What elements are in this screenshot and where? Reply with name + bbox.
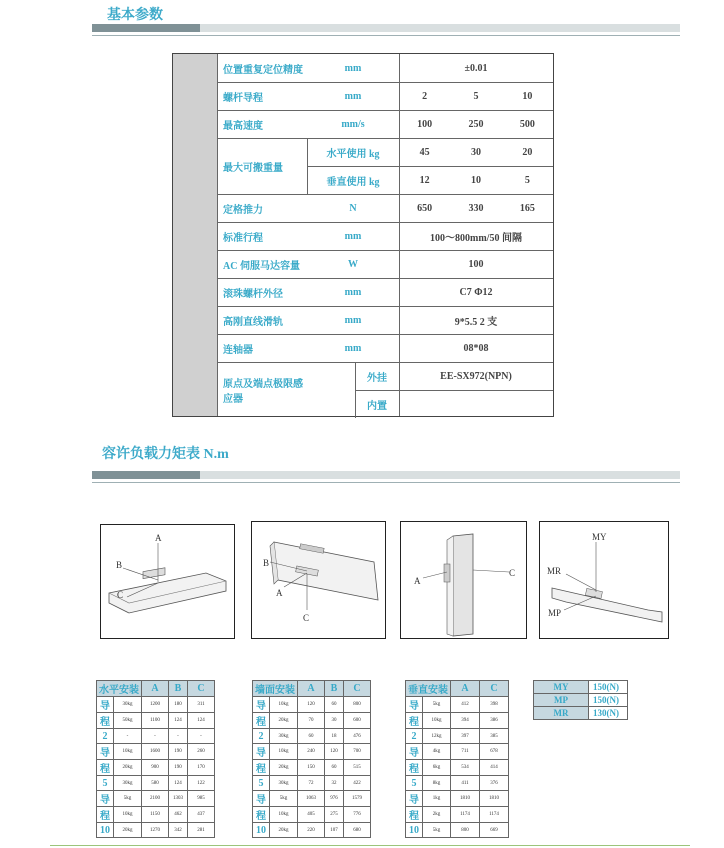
spec-sub-label: 外挂	[367, 372, 387, 384]
load-cell: 10kg	[423, 713, 451, 729]
spec-label: 螺杆导程	[223, 92, 263, 104]
value-cell: 124	[169, 713, 188, 729]
diagram1-label-b: B	[116, 560, 123, 570]
value-cell: 70	[298, 713, 325, 729]
spec-value: 100	[468, 258, 484, 270]
moment-row	[534, 694, 628, 707]
value-cell: 678	[480, 744, 509, 760]
spec-table	[172, 53, 554, 417]
lead-label: 导	[97, 791, 114, 807]
spec-label: AC 伺服马达容量	[223, 260, 300, 272]
diagram1-label-a: A	[155, 533, 162, 543]
load-cell: 10kg	[270, 807, 298, 823]
lead-label: 程	[97, 807, 114, 823]
load-cell: 20kg	[114, 760, 142, 776]
value-cell: 376	[480, 776, 509, 791]
table-wall	[252, 680, 371, 838]
spec-value: 20	[522, 146, 533, 158]
value-cell: 397	[451, 729, 480, 744]
load-cell: 10kg	[270, 697, 298, 713]
value-cell: 515	[344, 760, 371, 776]
value-cell: 385	[480, 729, 509, 744]
value-cell: 170	[188, 760, 215, 776]
lead-label: 导	[253, 744, 270, 760]
value-cell: 2100	[142, 791, 169, 807]
load-cell: -	[114, 729, 142, 744]
value-cell: 394	[451, 713, 480, 729]
diagram3-label-c: C	[509, 568, 516, 578]
moment-key: MR	[534, 707, 589, 720]
spec-unit: W	[348, 258, 358, 270]
diagram-moment-axes	[539, 521, 669, 639]
table-row	[253, 697, 371, 713]
value-cell: 1810	[480, 791, 509, 807]
lead-label: 程	[97, 760, 114, 776]
table-title: 水平安装	[97, 681, 142, 697]
lead-label: 2	[253, 729, 270, 744]
spec-unit: mm	[344, 90, 362, 102]
value-cell: 60	[325, 760, 344, 776]
diagram2-label-c: C	[303, 613, 310, 623]
table-moments	[533, 680, 628, 720]
table-row	[253, 791, 371, 807]
load-cell: 10kg	[114, 744, 142, 760]
moment-row	[534, 681, 628, 694]
spec-label: 定格推力	[223, 204, 263, 216]
value-cell: 60	[298, 729, 325, 744]
title-rule-light	[200, 24, 680, 32]
table-row	[406, 807, 509, 823]
value-cell: -	[188, 729, 215, 744]
load-cell: 5kg	[423, 823, 451, 838]
load-cell: 5kg	[114, 791, 142, 807]
lead-label: 程	[97, 713, 114, 729]
spec-value: 650	[417, 202, 433, 214]
table-row	[406, 729, 509, 744]
value-cell: 1270	[142, 823, 169, 838]
column-header: B	[169, 681, 188, 697]
spec-unit: mm	[344, 286, 362, 298]
value-cell: 700	[344, 744, 371, 760]
lead-label: 导	[253, 697, 270, 713]
load-cell: 20kg	[270, 823, 298, 838]
value-cell: 476	[344, 729, 371, 744]
spec-value: 45	[419, 146, 430, 158]
spec-value: 500	[519, 118, 535, 130]
diagram3-label-a: A	[414, 576, 421, 586]
table-row	[406, 713, 509, 729]
lead-label: 5	[253, 776, 270, 791]
table-title: 墙面安装	[253, 681, 298, 697]
value-cell: 311	[188, 697, 215, 713]
table-row	[406, 791, 509, 807]
spec-unit: N	[349, 202, 357, 214]
value-cell: 281	[188, 823, 215, 838]
table-row	[253, 776, 371, 791]
spec-value: 100	[417, 118, 433, 130]
column-header: A	[142, 681, 169, 697]
title-rule-line-2	[92, 482, 680, 483]
lead-label: 导	[253, 791, 270, 807]
spec-label: 连轴器	[223, 344, 253, 356]
value-cell: 190	[169, 760, 188, 776]
value-cell: 342	[169, 823, 188, 838]
lead-label: 程	[406, 760, 423, 776]
value-cell: 411	[451, 776, 480, 791]
title-rule-dark	[92, 24, 200, 32]
grid-line	[355, 362, 356, 418]
diagram4-label-mr: MR	[547, 566, 562, 576]
table-row	[406, 744, 509, 760]
table-row	[253, 729, 371, 744]
table-row	[97, 697, 215, 713]
spec-unit: mm	[344, 314, 362, 326]
lead-label: 10	[253, 823, 270, 838]
value-cell: 1303	[169, 791, 188, 807]
value-cell: 386	[480, 713, 509, 729]
column-header: C	[480, 681, 509, 697]
spec-value: 9*5.5 2 支	[454, 316, 498, 328]
table-row	[253, 713, 371, 729]
lead-label: 2	[97, 729, 114, 744]
value-cell: 800	[451, 823, 480, 838]
spec-sub-label: 内置	[367, 400, 387, 412]
load-cell: 10kg	[270, 744, 298, 760]
load-cell: 2kg	[423, 807, 451, 823]
spec-value: ±0.01	[464, 62, 488, 74]
diagram-wall-mount	[251, 521, 386, 639]
value-cell: 1200	[142, 697, 169, 713]
value-cell: 1579	[344, 791, 371, 807]
load-cell: 20kg	[270, 760, 298, 776]
spec-side-block-2	[173, 247, 218, 416]
lead-label: 导	[406, 791, 423, 807]
table-row	[406, 697, 509, 713]
load-cell: 5kg	[423, 697, 451, 713]
table-row	[97, 760, 215, 776]
spec-unit: mm	[344, 62, 362, 74]
value-cell: 800	[344, 697, 371, 713]
moment-row	[534, 707, 628, 720]
load-cell: 30kg	[270, 729, 298, 744]
load-cell: 30kg	[270, 776, 298, 791]
table-row	[97, 823, 215, 838]
spec-value: 10	[470, 174, 481, 186]
value-cell: 180	[169, 697, 188, 713]
title-rule-light-2	[200, 471, 680, 479]
value-cell: 680	[344, 823, 371, 838]
table-title: 垂直安装	[406, 681, 451, 697]
spec-unit: mm	[344, 230, 362, 242]
spec-unit: mm/s	[341, 118, 365, 130]
section-title-moment-table: 容许负载力矩表 N.m	[102, 447, 229, 462]
spec-value: 12	[419, 174, 430, 186]
value-cell: 124	[188, 713, 215, 729]
value-cell: 18	[325, 729, 344, 744]
value-cell: 150	[298, 760, 325, 776]
value-cell: 220	[298, 823, 325, 838]
value-cell: 1100	[142, 713, 169, 729]
diagram1-label-c: C	[117, 590, 124, 600]
table-row	[253, 807, 371, 823]
spec-label: 高刚直线滑轨	[223, 316, 283, 328]
value-cell: 120	[325, 744, 344, 760]
spec-label: 滚珠螺杆外径	[223, 288, 283, 300]
lead-label: 5	[97, 776, 114, 791]
value-cell: 1174	[480, 807, 509, 823]
lead-label: 程	[406, 807, 423, 823]
spec-label: 最高速度	[223, 120, 263, 132]
value-cell: 260	[188, 744, 215, 760]
value-cell: 776	[344, 807, 371, 823]
spec-value: 2	[422, 90, 428, 102]
lead-label: 2	[406, 729, 423, 744]
title-rule-line	[92, 35, 680, 36]
spec-value: 08*08	[463, 342, 489, 354]
value-cell: 32	[325, 776, 344, 791]
spec-label: 原点及端点极限感应器	[223, 379, 303, 405]
column-header: C	[188, 681, 215, 697]
value-cell: -	[142, 729, 169, 744]
table-horizontal	[96, 680, 215, 838]
spec-value: 100～800mm/50 间隔	[430, 232, 522, 244]
value-cell: 669	[480, 823, 509, 838]
value-cell: 275	[325, 807, 344, 823]
spec-value: C7 Φ12	[459, 286, 493, 298]
lead-label: 程	[253, 713, 270, 729]
spec-side-block-1	[173, 54, 218, 247]
column-header: A	[298, 681, 325, 697]
spec-label: 标准行程	[223, 232, 263, 244]
moment-value: 130(N)	[589, 707, 628, 720]
title-rule-dark-2	[92, 471, 200, 479]
table-row	[253, 744, 371, 760]
value-cell: 976	[325, 791, 344, 807]
value-cell: 30	[325, 713, 344, 729]
table-row	[253, 760, 371, 776]
spec-value: 250	[468, 118, 484, 130]
diagram-horizontal-mount	[100, 524, 235, 639]
table-row	[406, 776, 509, 791]
lead-label: 导	[97, 744, 114, 760]
load-cell: 30kg	[114, 776, 142, 791]
value-cell: 414	[480, 760, 509, 776]
value-cell: 900	[142, 760, 169, 776]
column-header: A	[451, 681, 480, 697]
spec-value: EE-SX972(NPN)	[440, 370, 512, 382]
load-cell: 6kg	[423, 760, 451, 776]
diagram2-label-b: B	[263, 558, 270, 568]
value-cell: 711	[451, 744, 480, 760]
lead-label: 导	[406, 744, 423, 760]
value-cell: 437	[188, 807, 215, 823]
value-cell: 1063	[298, 791, 325, 807]
value-cell: 124	[169, 776, 188, 791]
load-cell: 20kg	[270, 713, 298, 729]
value-cell: 398	[480, 697, 509, 713]
value-cell: 462	[169, 807, 188, 823]
lead-label: 导	[97, 697, 114, 713]
diagram-vertical-mount	[400, 521, 527, 639]
spec-value: 5	[473, 90, 479, 102]
bottom-divider	[50, 845, 690, 846]
table-row	[406, 760, 509, 776]
lead-label: 10	[406, 823, 423, 838]
value-cell: 1150	[142, 807, 169, 823]
moment-value: 150(N)	[589, 694, 628, 707]
grid-line	[307, 138, 308, 194]
value-cell: 405	[298, 807, 325, 823]
value-cell: 985	[188, 791, 215, 807]
load-cell: 1kg	[423, 791, 451, 807]
value-cell: 600	[344, 713, 371, 729]
spec-value	[399, 390, 553, 418]
value-cell: 1810	[451, 791, 480, 807]
value-cell: -	[169, 729, 188, 744]
value-cell: 422	[344, 776, 371, 791]
lead-label: 程	[253, 807, 270, 823]
spec-sub-label: 垂直使用 kg	[326, 176, 380, 188]
table-row	[253, 823, 371, 838]
value-cell: 580	[142, 776, 169, 791]
value-cell: 1174	[451, 807, 480, 823]
spec-value: 330	[468, 202, 484, 214]
load-cell: 5kg	[270, 791, 298, 807]
diagram4-label-mp: MP	[548, 608, 562, 618]
diagram4-label-my: MY	[592, 532, 607, 542]
table-row	[97, 807, 215, 823]
load-cell: 30kg	[114, 697, 142, 713]
value-cell: 1600	[142, 744, 169, 760]
load-cell: 20kg	[114, 823, 142, 838]
spec-label: 位置重复定位精度	[223, 64, 303, 76]
load-cell: 4kg	[423, 744, 451, 760]
load-cell: 50kg	[114, 713, 142, 729]
spec-sub-label: 水平使用 kg	[326, 148, 380, 160]
lead-label: 程	[253, 760, 270, 776]
spec-value: 165	[519, 202, 535, 214]
value-cell: 107	[325, 823, 344, 838]
table-row	[97, 791, 215, 807]
load-cell: 10kg	[114, 807, 142, 823]
table-vertical	[405, 680, 509, 838]
spec-value: 5	[524, 174, 530, 186]
diagram2-label-a: A	[276, 588, 283, 598]
table-row	[406, 823, 509, 838]
grid-line	[399, 54, 400, 416]
load-cell: 8kg	[423, 776, 451, 791]
value-cell: 190	[169, 744, 188, 760]
lead-label: 10	[97, 823, 114, 838]
value-cell: 412	[451, 697, 480, 713]
value-cell: 60	[325, 697, 344, 713]
value-cell: 240	[298, 744, 325, 760]
value-cell: 120	[298, 697, 325, 713]
lead-label: 导	[406, 697, 423, 713]
table-row	[97, 776, 215, 791]
column-header: B	[325, 681, 344, 697]
moment-value: 150(N)	[589, 681, 628, 694]
spec-value: 30	[470, 146, 481, 158]
lead-label: 程	[406, 713, 423, 729]
table-row	[97, 729, 215, 744]
value-cell: 122	[188, 776, 215, 791]
table-row	[97, 744, 215, 760]
table-row	[97, 713, 215, 729]
value-cell: 534	[451, 760, 480, 776]
moment-key: MP	[534, 694, 589, 707]
spec-value: 10	[522, 90, 533, 102]
value-cell: 72	[298, 776, 325, 791]
load-cell: 12kg	[423, 729, 451, 744]
spec-unit: mm	[344, 342, 362, 354]
section-title-basic-params: 基本参数	[107, 8, 163, 23]
column-header: C	[344, 681, 371, 697]
spec-label: 最大可搬重量	[223, 162, 283, 174]
moment-key: MY	[534, 681, 589, 694]
lead-label: 5	[406, 776, 423, 791]
